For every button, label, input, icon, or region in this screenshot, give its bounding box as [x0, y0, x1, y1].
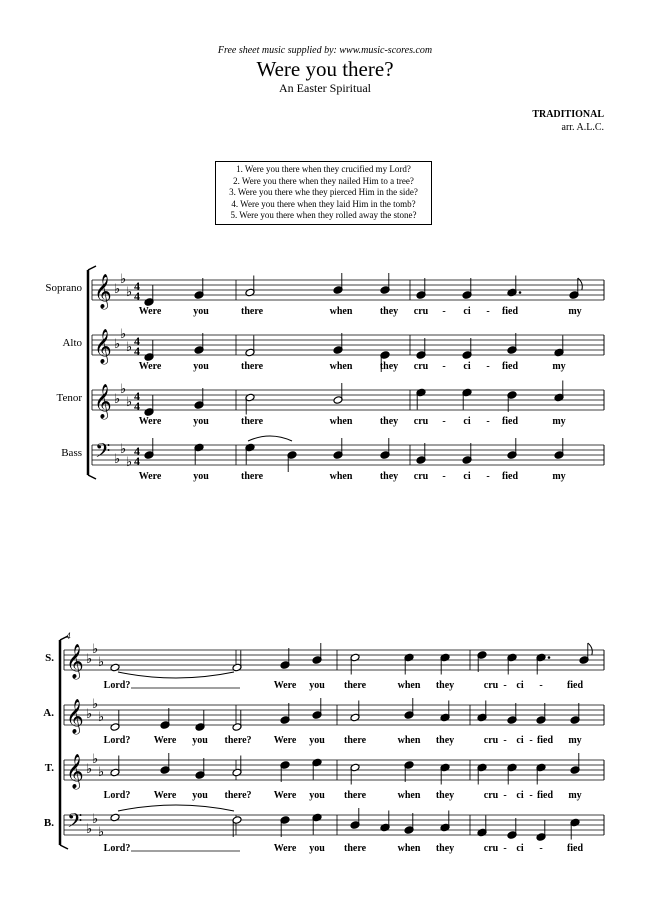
lyric: - [442, 306, 446, 317]
voice-label-alto: Alto [62, 337, 82, 349]
lyric: - [442, 416, 446, 427]
lyric: Lord? [103, 790, 131, 801]
lyric: they [379, 416, 399, 427]
lyric: - [486, 361, 490, 372]
system-bracket [88, 475, 96, 479]
lyric: they [435, 735, 455, 746]
flat-icon: ♭ [120, 271, 127, 286]
verse-line: 1. Were you there when they crucified my Lord? [236, 164, 411, 174]
lyric: Were [138, 306, 162, 317]
flat-icon: ♭ [114, 281, 121, 296]
lyric: they [435, 790, 455, 801]
flat-icon: ♭ [92, 751, 99, 766]
arranger-credit: arr. A.L.C. [561, 122, 604, 133]
lyric: my [568, 306, 582, 317]
lyric: - [503, 680, 507, 691]
lyric: - [486, 471, 490, 482]
voice-label-a: A. [43, 707, 54, 719]
slur [248, 436, 292, 441]
lyric: Lord? [103, 843, 131, 854]
lyric: Were [153, 735, 177, 746]
flat-icon: ♭ [86, 706, 93, 721]
time-signature-icon: 4 [134, 454, 140, 468]
lyric: Were [273, 790, 297, 801]
flat-icon: ♭ [126, 394, 133, 409]
lyric: Were [138, 471, 162, 482]
flat-icon: ♭ [92, 696, 99, 711]
lyric: Were [153, 790, 177, 801]
flat-icon: ♭ [120, 441, 127, 456]
lyric: cru [413, 471, 429, 482]
time-signature-icon: 4 [134, 334, 140, 348]
lyric: - [486, 416, 490, 427]
lyric: fied [501, 306, 519, 317]
flat-icon: ♭ [98, 824, 105, 839]
lyric: - [529, 735, 533, 746]
lyric: ci [516, 790, 524, 801]
note-dot [548, 656, 551, 659]
flat-icon: ♭ [120, 381, 127, 396]
lyric: my [552, 471, 566, 482]
lyric: when [397, 790, 421, 801]
lyric: Lord? [103, 680, 131, 691]
lyric: - [539, 680, 543, 691]
note-head [110, 813, 120, 822]
note-head [110, 663, 120, 672]
lyric: there [343, 680, 367, 691]
bass-clef-icon: 𝄢 [67, 811, 83, 837]
lyric: you [309, 735, 325, 746]
lyric: Were [138, 416, 162, 427]
lyric: you [192, 735, 208, 746]
flat-icon: ♭ [92, 641, 99, 656]
lyric: when [329, 416, 353, 427]
flat-icon: ♭ [86, 821, 93, 836]
lyric: when [329, 361, 353, 372]
lyrics-system1-soprano [139, 306, 582, 317]
lyric: cru [483, 790, 499, 801]
voice-label-b: B. [43, 817, 54, 829]
lyric: you [192, 790, 208, 801]
verse-line: 5. Were you there when they rolled away the stone? [230, 210, 417, 220]
lyric: - [503, 843, 507, 854]
lyric: ci [516, 735, 524, 746]
verse-line: 2. Were you there when they nailed Him to a tree? [233, 175, 414, 186]
lyric: fied [536, 735, 554, 746]
lyric: - [529, 790, 533, 801]
lyrics-system1-tenor [139, 416, 566, 427]
time-signature-icon: 4 [134, 389, 140, 403]
slur [118, 805, 234, 811]
treble-clef-icon: 𝄞 [66, 645, 84, 678]
lyric: fied [566, 680, 584, 691]
flat-icon: ♭ [98, 709, 105, 724]
lyric: - [442, 361, 446, 372]
lyric: cru [483, 843, 499, 854]
treble-clef-icon: 𝄞 [94, 385, 112, 418]
lyric: there [240, 471, 264, 482]
time-signature-icon: 4 [134, 444, 140, 458]
time-signature-icon: 4 [134, 289, 140, 303]
lyric: cru [413, 416, 429, 427]
treble-clef-icon: 𝄞 [66, 700, 84, 733]
lyric: there? [224, 790, 252, 801]
lyric: when [397, 680, 421, 691]
note-dot [519, 291, 522, 294]
lyric: there [343, 735, 367, 746]
lyric: you [309, 680, 325, 691]
lyric: you [309, 790, 325, 801]
lyric: when [397, 735, 421, 746]
lyrics-system1-alto [139, 361, 566, 372]
lyric: fied [566, 843, 584, 854]
lyric: fied [536, 790, 554, 801]
flat-icon: ♭ [86, 761, 93, 776]
voice-label-soprano: Soprano [45, 282, 82, 294]
lyric: there [240, 361, 264, 372]
lyrics-system2-alto [104, 735, 582, 746]
lyric: ci [516, 843, 524, 854]
lyric: - [503, 735, 507, 746]
flat-icon: ♭ [92, 811, 99, 826]
verse-line: 4. Were you there when they laid Him in the tomb? [231, 198, 416, 209]
lyrics-system2-soprano [104, 680, 584, 691]
voice-label-bass: Bass [61, 447, 82, 459]
lyric: - [486, 306, 490, 317]
lyric: you [193, 416, 209, 427]
lyric: Were [138, 361, 162, 372]
lyric: my [568, 735, 582, 746]
system-bracket [60, 845, 68, 849]
bass-clef-icon: 𝄢 [95, 441, 111, 467]
lyric: you [193, 471, 209, 482]
flat-icon: ♭ [114, 336, 121, 351]
lyric: there [240, 416, 264, 427]
lyric: - [442, 471, 446, 482]
lyric: - [503, 790, 507, 801]
treble-clef-icon: 𝄞 [94, 330, 112, 363]
time-signature-icon: 4 [134, 399, 140, 413]
lyric: Were [273, 735, 297, 746]
lyric: Lord? [103, 735, 131, 746]
lyric: cru [483, 735, 499, 746]
lyric: they [435, 843, 455, 854]
lyric: Were [273, 680, 297, 691]
composer-credit: TRADITIONAL [532, 109, 604, 120]
lyric: you [193, 361, 209, 372]
lyric: cru [413, 361, 429, 372]
lyric: there [240, 306, 264, 317]
lyric: when [329, 471, 353, 482]
flat-icon: ♭ [86, 651, 93, 666]
lyric: you [309, 843, 325, 854]
lyric: they [435, 680, 455, 691]
lyric: ci [463, 471, 471, 482]
lyric: ci [463, 306, 471, 317]
flat-icon: ♭ [114, 391, 121, 406]
flat-icon: ♭ [126, 454, 133, 469]
song-title: Were you there? [256, 57, 394, 81]
verse-line: 3. Were you there whe they pierced Him in the side? [229, 187, 418, 197]
system-bracket [88, 266, 96, 270]
time-signature-icon: 4 [134, 279, 140, 293]
lyric: when [397, 843, 421, 854]
lyric: cru [483, 680, 499, 691]
lyric: my [552, 361, 566, 372]
lyric: my [552, 416, 566, 427]
lyric: they [379, 471, 399, 482]
lyric: fied [501, 471, 519, 482]
flat-icon: ♭ [98, 654, 105, 669]
lyrics-system1-bass [139, 471, 566, 482]
treble-clef-icon: 𝄞 [66, 755, 84, 788]
lyric: fied [501, 416, 519, 427]
lyric: Were [273, 843, 297, 854]
voice-label-tenor: Tenor [56, 392, 82, 404]
note-flag [588, 643, 593, 655]
flat-icon: ♭ [126, 284, 133, 299]
treble-clef-icon: 𝄞 [94, 275, 112, 308]
lyric: ci [463, 361, 471, 372]
lyric: ci [463, 416, 471, 427]
lyric: there? [224, 735, 252, 746]
supplier-credit: Free sheet music supplied by: www.music-scores.com [217, 45, 433, 56]
notation-layer [60, 266, 604, 849]
lyric: there [343, 790, 367, 801]
lyric: fied [501, 361, 519, 372]
flat-icon: ♭ [126, 339, 133, 354]
lyrics-system2-tenor [104, 790, 582, 801]
flat-icon: ♭ [114, 451, 121, 466]
lyric: you [193, 306, 209, 317]
lyric: ci [516, 680, 524, 691]
lyric: when [329, 306, 353, 317]
time-signature-icon: 4 [134, 344, 140, 358]
flat-icon: ♭ [98, 764, 105, 779]
lyric: they [379, 306, 399, 317]
lyric: my [568, 790, 582, 801]
voice-label-s: S. [45, 652, 54, 664]
voice-label-t: T. [44, 762, 54, 774]
lyric: there [343, 843, 367, 854]
flat-icon: ♭ [120, 326, 127, 341]
lyrics-system2-bass [104, 843, 584, 854]
measure-number: 4 [66, 631, 71, 641]
lyric: - [539, 843, 543, 854]
slur [118, 672, 234, 678]
song-subtitle: An Easter Spiritual [279, 81, 371, 95]
lyric: cru [413, 306, 429, 317]
lyric: they [379, 361, 399, 372]
